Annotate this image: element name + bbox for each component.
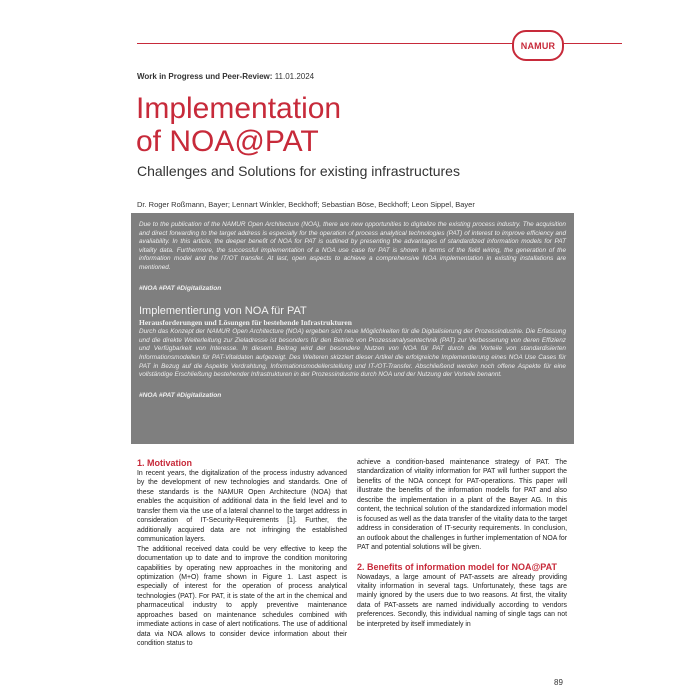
abstract-german-subtitle: Herausforderungen und Lösungen für bestehende Infrastrukturen bbox=[139, 318, 352, 328]
article-title-line-2: of NOA@PAT bbox=[136, 125, 319, 158]
author-list: Dr. Roger Roßmann, Bayer; Lennart Winkler, Beckhoff; Sebastian Böse, Beckhoff; Leon Sippel, Bayer bbox=[137, 200, 475, 209]
abstract-german-title: Implementierung von NOA für PAT bbox=[139, 305, 307, 318]
section-1-heading: 1. Motivation bbox=[137, 458, 193, 468]
section-2-paragraph-1: Nowadays, a large amount of PAT-assets are already providing vitality information in several tags. Unfortunately, these tags are mainly ignored by the users due to two reasons. At first, the vitality data of PAT-assets are named individually according to vendors preferences. Secondly, this individual naming of single tags can not be interpreted by itself immediately in bbox=[357, 573, 567, 628]
review-status-line bbox=[137, 72, 314, 81]
article-subtitle: Challenges and Solutions for existing infrastructures bbox=[137, 163, 460, 179]
body-column-right bbox=[357, 458, 567, 629]
section-2-heading: 2. Benefits of information model for NOA@PAT bbox=[357, 561, 557, 572]
body-column-left bbox=[137, 458, 347, 649]
abstract-german-tags: #NOA #PAT #Digitalization bbox=[139, 391, 222, 399]
section-1-paragraph-3: achieve a condition-based maintenance strategy of PAT. The standardization of vitality information for PAT will further support the benefits of the NOA concept for PAT-operations. This paper will illustrate the benefits of the information modells for PAT and also describe the implementation in a plant of the Bayer AG. In this content, the technical solution of the standardized information model is focused as well as the data transfer of the vitality data to the target address in consideration of IT-security requirements. In conclusion, an outlook about the challenges in further implementation of NOA for PAT and potential solutions will be given. bbox=[357, 459, 567, 552]
article-title-line-1: Implementation bbox=[136, 92, 342, 125]
article-title bbox=[136, 92, 616, 158]
abstract-english-tags: #NOA #PAT #Digitalization bbox=[139, 284, 222, 292]
abstract-german: Durch das Konzept der NAMUR Open Architecture (NOA) ergeben sich neue Möglichkeiten für die Digitalisierung der Prozessindustrie. Die Erfassung und die direkte Weiterleitung zur Zieladresse ist besonders für den Betrieb von Prozessanalysentechnik (PAT) zur Verbesserung von deren Effizienz und Verfügbarkeit von Interesse. In diesem Beitrag wird der besondere Nutzen von NOA für PAT durch die Vorteile von standardisierten Informationsmodellen für PAT-Vitaldaten aufgezeigt. Des Weiteren skizziert dieser Artikel die erfolgreiche Implementierung eines NOA Use Cases für PAT in Bezug auf die Aspekte Verdrahtung, Informationsmodellerstellung und IT-/OT-Transfer. Abschließend werden noch offene Aspekte für eine vollständige Erschließung bestehender Infrastrukturen in der Prozessindustrie durch NOA und der Nutzung der Vorteile benannt. bbox=[139, 328, 566, 379]
review-date: 11.01.2024 bbox=[274, 72, 315, 81]
abstract-box bbox=[131, 213, 574, 444]
abstract-english: Due to the publication of the NAMUR Open Architecture (NOA), there are new opportunities to digitalize the existing process industry. The acquisition and direct forwarding to the target address is especially for the operation of process analytical technologies (PAT) of interest to improve efficiency and avaliability. In this article, the deeper benefit of NOA for PAT is outlined by presenting the advantages of standardized information models for PAT vitality data. Furthermore, the successful implementation of a NOA use case for PAT is shown in terms of the field wiring, the generation of the information model and the IT/OT transfer. At last, open aspects to achieve a comprehensive NOA implementation in existing installations are mentioned. bbox=[139, 221, 566, 271]
section-1-paragraph-1: In recent years, the digitalization of the process industry advanced by the development of new technologies and standards. One of these standards is the NAMUR Open Architecture (NOA) that enables the acquisition of additional data in the field level and to transfer them via the use of a lateral channel to the target address in consideration of IT-Security-Requirements [1]. Further, the additionally acquired data are not infringing the established communication layers. bbox=[137, 470, 347, 544]
page-number: 89 bbox=[554, 678, 563, 687]
review-status-label: Work in Progress und Peer-Review: bbox=[137, 72, 273, 81]
section-1-paragraph-2: The additional received data could be very effective to keep the documentation up to date and to improve the condition monitoring capabilities by operating new approaches in the monitoring and optimization (M+O) frame shown in Figure 1. Last aspect is especially of interest for the operation of process analytical technologies (PAT). For PAT, it is state of the art in the chemical and pharmaceutical industry to apply preventive maintenance approaches based on maintenance schedules combined with immediate actions in case of alert notifications. The use of additional data via NOA allows to consider device information about their condition status to bbox=[137, 545, 347, 648]
namur-logo: NAMUR bbox=[512, 30, 564, 61]
